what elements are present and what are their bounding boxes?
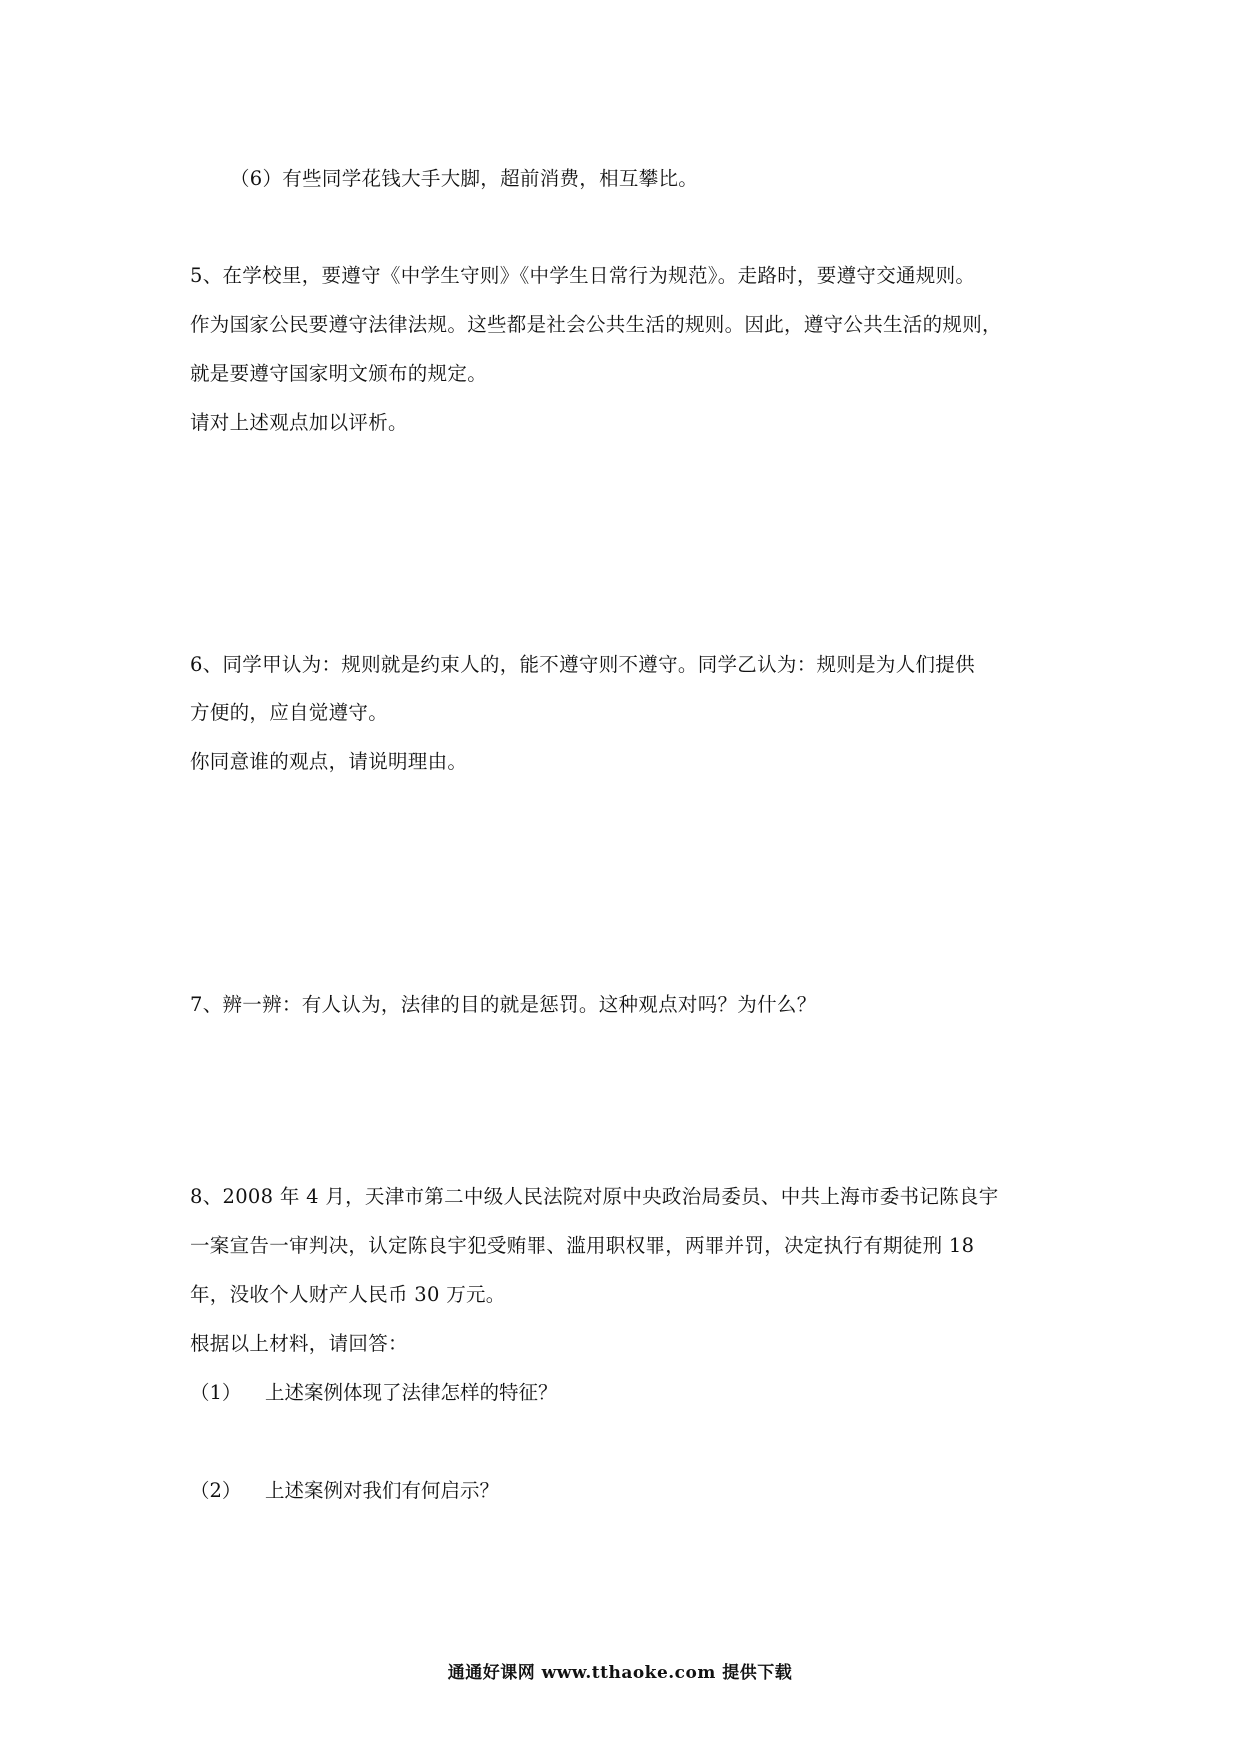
q7-text: 7、辨一辨：有人认为，法律的目的就是惩罚。这种观点对吗？为什么？	[190, 993, 817, 1016]
q5-line-2: 作为国家公民要遵守法律法规。这些都是社会公共生活的规则。因此，遵守公共生活的规则，	[190, 313, 1002, 336]
q5-line-3: 就是要遵守国家明文颁布的规定。	[190, 362, 488, 385]
q4-item-6: （6）有些同学花钱大手大脚，超前消费，相互攀比。	[230, 167, 699, 190]
q8-sub1-text: 上述案例体现了法律怎样的特征？	[265, 1381, 558, 1404]
q6-line-2: 方便的，应自觉遵守。	[190, 701, 389, 724]
q8-sub2-text: 上述案例对我们有何启示？	[265, 1479, 500, 1502]
q8-line-3: 年，没收个人财产人民币 30 万元。	[190, 1283, 506, 1306]
q5-prompt: 请对上述观点加以评析。	[190, 411, 408, 434]
q5-line-1: 5、在学校里，要遵守《中学生守则》《中学生日常行为规范》。走路时，要遵守交通规则。	[190, 264, 976, 287]
q8-prompt: 根据以上材料，请回答：	[190, 1332, 408, 1355]
q6-line-1: 6、同学甲认为：规则就是约束人的，能不遵守则不遵守。同学乙认为：规则是为人们提供	[190, 653, 975, 676]
q6-prompt: 你同意谁的观点，请说明理由。	[190, 750, 468, 773]
q8-line-1: 8、2008 年 4 月，天津市第二中级人民法院对原中央政治局委员、中共上海市委书记陈良宇	[190, 1185, 999, 1208]
page-footer: 通通好课网 www.tthaoke.com 提供下载	[447, 1663, 793, 1683]
q8-line-2: 一案宣告一审判决，认定陈良宇犯受贿罪、滥用职权罪，两罪并罚，决定执行有期徒刑 18	[190, 1234, 975, 1257]
q8-sub2-number: （2）	[190, 1479, 242, 1502]
q8-sub1-number: （1）	[190, 1381, 242, 1404]
